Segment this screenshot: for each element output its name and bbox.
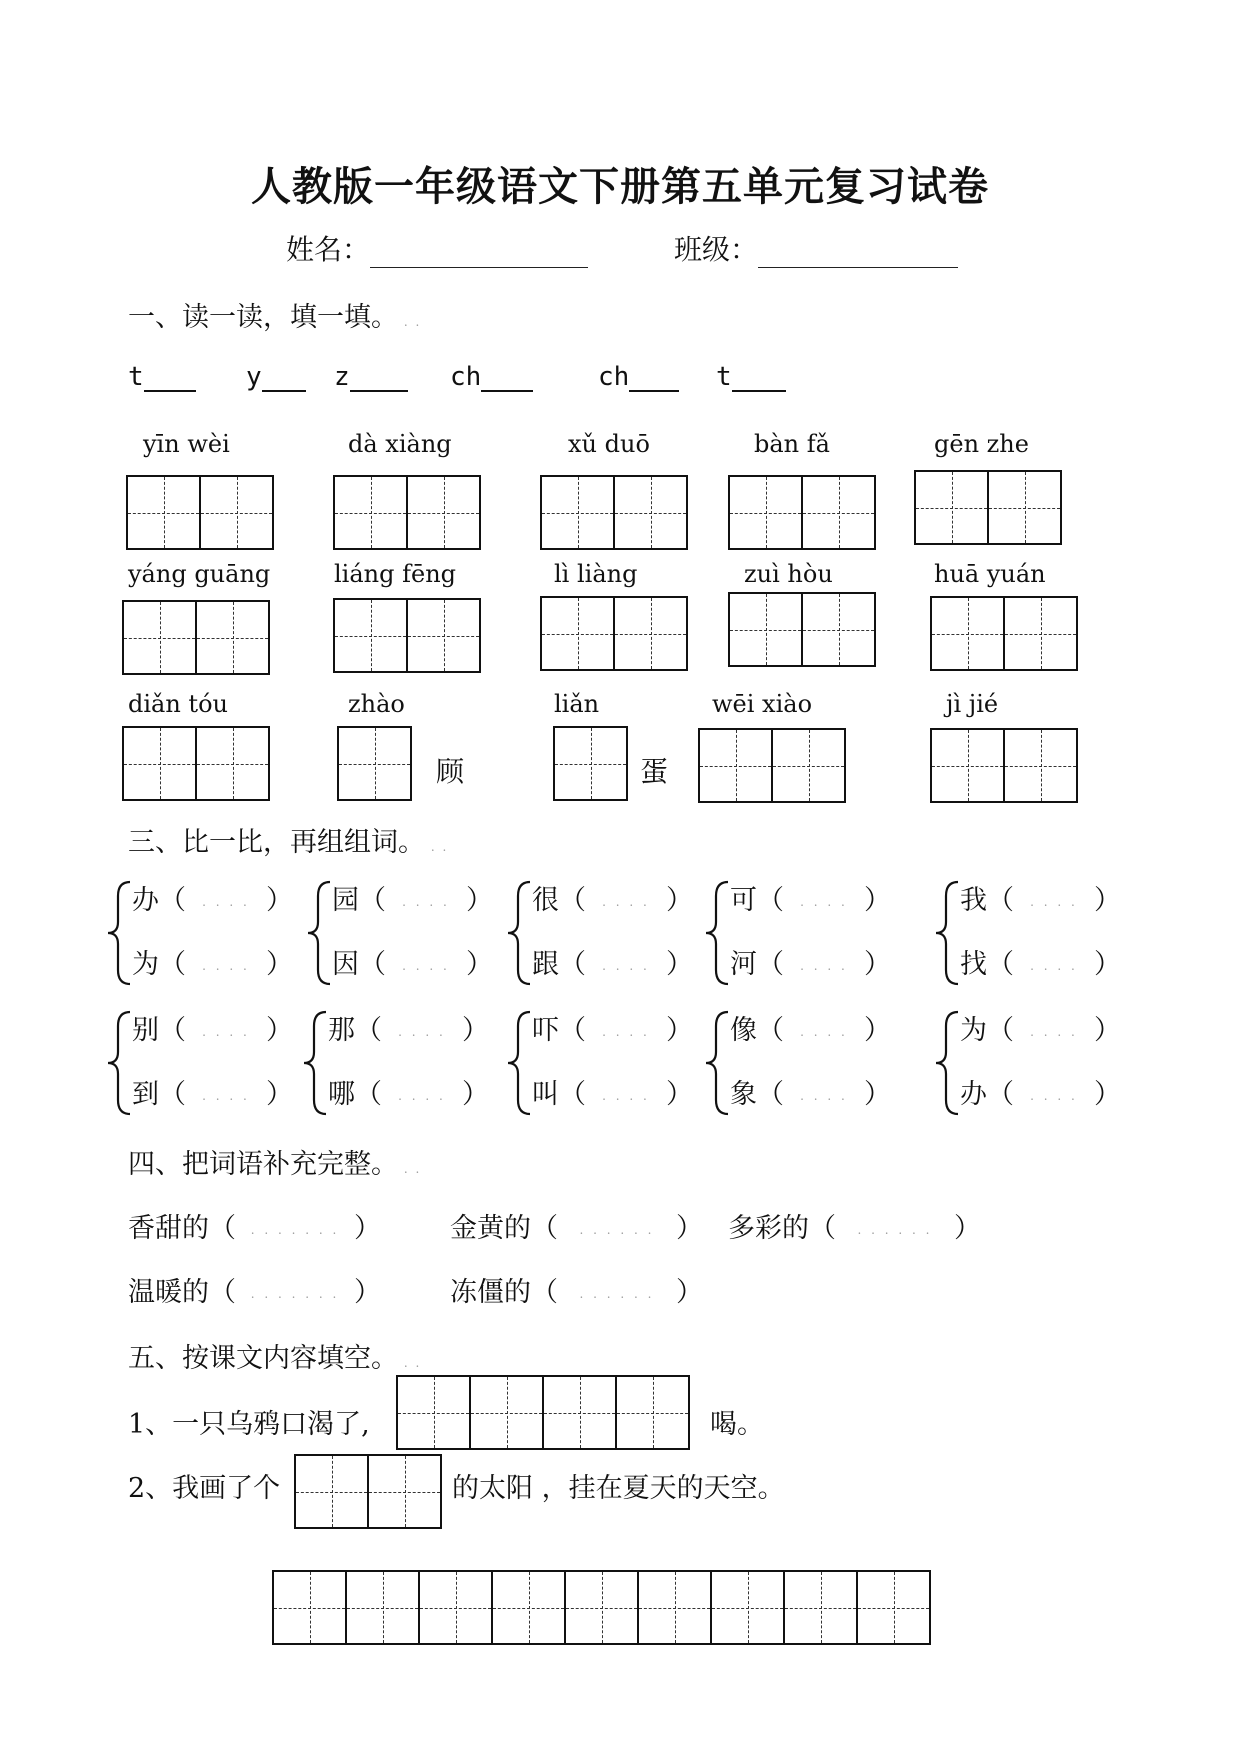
tianzige-pair[interactable] [728, 592, 876, 667]
initial-blank[interactable]: t [128, 362, 196, 392]
compare-line[interactable]: 为（ . . . . ） [132, 949, 293, 980]
tianzige-pair[interactable] [930, 596, 1078, 671]
initial-blank[interactable]: ch [450, 362, 533, 392]
question-2-prefix: 2、我画了个 [128, 1473, 281, 1504]
compare-line[interactable]: 找（ . . . . ） [960, 949, 1121, 980]
curly-brace-icon [304, 878, 334, 988]
class-field[interactable] [674, 228, 958, 268]
pinyin-label: lì liàng [554, 560, 638, 588]
compare-line[interactable]: 我（ . . . . ） [960, 885, 1121, 916]
compare-group [104, 1008, 304, 1118]
tianzige-single[interactable] [553, 726, 628, 801]
compare-group [932, 1008, 1132, 1118]
compare-line[interactable]: 办（ . . . . ） [132, 885, 293, 916]
name-label: 姓名： [286, 233, 371, 266]
tianzige-pair[interactable] [698, 728, 846, 803]
compare-line[interactable]: 像（ . . . . ） [730, 1015, 891, 1046]
tianzige-pair[interactable] [122, 726, 270, 801]
compare-line[interactable]: 办（ . . . . ） [960, 1079, 1121, 1110]
tianzige-row[interactable] [272, 1570, 931, 1645]
curly-brace-icon [504, 1008, 534, 1118]
compare-line[interactable]: 那（ . . . . ） [328, 1015, 489, 1046]
compare-group [304, 878, 504, 988]
curly-brace-icon [702, 1008, 732, 1118]
compare-line[interactable]: 跟（ . . . . ） [532, 949, 693, 980]
pinyin-label: gēn zhe [934, 430, 1029, 458]
name-field[interactable] [286, 228, 588, 268]
curly-brace-icon [104, 1008, 134, 1118]
character-suffix: 蛋 [640, 755, 669, 788]
compare-line[interactable]: 园（ . . . . ） [332, 885, 493, 916]
compare-line[interactable]: 叫（ . . . . ） [532, 1079, 693, 1110]
compare-line[interactable]: 因（ . . . . ） [332, 949, 493, 980]
section1-heading: 一、读一读，填一填。 . . [128, 302, 422, 333]
class-label: 班级： [674, 233, 759, 266]
compare-group [702, 878, 902, 988]
curly-brace-icon [932, 878, 962, 988]
compare-group [504, 878, 704, 988]
compare-line[interactable]: 哪（ . . . . ） [328, 1079, 489, 1110]
tianzige-pair[interactable] [294, 1454, 442, 1529]
curly-brace-icon [104, 878, 134, 988]
pinyin-label: bàn fǎ [754, 430, 830, 458]
phrase-blank[interactable]: 金黄的（ . . . . . . ） [450, 1213, 703, 1244]
compare-line[interactable]: 河（ . . . . ） [730, 949, 891, 980]
phrase-blank[interactable]: 香甜的（ . . . . . . . ） [128, 1213, 381, 1244]
pinyin-label: zuì hòu [744, 560, 833, 588]
compare-line[interactable]: 象（ . . . . ） [730, 1079, 891, 1110]
question-1-suffix: 喝。 [710, 1409, 764, 1440]
pinyin-label: huā yuán [934, 560, 1046, 588]
compare-group [104, 878, 304, 988]
pinyin-label: jì jié [946, 690, 999, 718]
curly-brace-icon [932, 1008, 962, 1118]
compare-line[interactable]: 吓（ . . . . ） [532, 1015, 693, 1046]
phrase-blank[interactable]: 温暖的（ . . . . . . . ） [128, 1277, 381, 1308]
tianzige-row[interactable] [396, 1375, 690, 1450]
compare-group [702, 1008, 902, 1118]
pinyin-label: liǎn [554, 690, 600, 718]
phrase-blank[interactable]: 冻僵的（ . . . . . . ） [450, 1277, 703, 1308]
character-suffix: 顾 [436, 755, 465, 788]
page-title: 人教版一年级语文下册第五单元复习试卷 [251, 163, 989, 210]
initial-blank[interactable]: y [246, 362, 306, 392]
tianzige-pair[interactable] [728, 475, 876, 550]
pinyin-label: wēi xiào [712, 690, 813, 718]
pinyin-label: zhào [348, 690, 405, 718]
name-blank[interactable] [370, 240, 588, 268]
tianzige-pair[interactable] [540, 475, 688, 550]
compare-group [300, 1008, 500, 1118]
compare-group [932, 878, 1132, 988]
initial-blank[interactable]: z [334, 362, 408, 392]
compare-line[interactable]: 别（ . . . . ） [132, 1015, 293, 1046]
tianzige-pair[interactable] [930, 728, 1078, 803]
compare-line[interactable]: 为（ . . . . ） [960, 1015, 1121, 1046]
tianzige-pair[interactable] [540, 596, 688, 671]
pinyin-label: yáng guāng [128, 560, 271, 588]
curly-brace-icon [504, 878, 534, 988]
phrase-blank[interactable]: 多彩的（ . . . . . . ） [728, 1213, 981, 1244]
section3-heading: 三、比一比，再组组词。 . . [128, 827, 449, 858]
pinyin-label: dà xiàng [348, 430, 452, 458]
tianzige-pair[interactable] [333, 598, 481, 673]
curly-brace-icon [300, 1008, 330, 1118]
pinyin-label: diǎn tóu [128, 690, 228, 718]
pinyin-label: liáng fēng [334, 560, 457, 588]
compare-line[interactable]: 很（ . . . . ） [532, 885, 693, 916]
tianzige-pair[interactable] [122, 600, 270, 675]
section5-heading: 五、按课文内容填空。 . . [128, 1343, 422, 1374]
pinyin-label: xǔ duō [568, 430, 650, 458]
initial-blank[interactable]: ch [598, 362, 679, 392]
compare-line[interactable]: 可（ . . . . ） [730, 885, 891, 916]
question-1-prefix: 1、一只乌鸦口渴了, [128, 1409, 370, 1440]
curly-brace-icon [702, 878, 732, 988]
tianzige-pair[interactable] [914, 470, 1062, 545]
pinyin-label: yīn wèi [143, 430, 230, 458]
initial-blank[interactable]: t [716, 362, 786, 392]
compare-line[interactable]: 到（ . . . . ） [132, 1079, 293, 1110]
tianzige-pair[interactable] [126, 475, 274, 550]
compare-group [504, 1008, 704, 1118]
tianzige-pair[interactable] [333, 475, 481, 550]
question-2-suffix: 的太阳 ，挂在夏天的天空。 [452, 1473, 785, 1504]
section4-heading: 四、把词语补充完整。 . . [128, 1149, 422, 1180]
tianzige-single[interactable] [337, 726, 412, 801]
class-blank[interactable] [758, 240, 958, 268]
